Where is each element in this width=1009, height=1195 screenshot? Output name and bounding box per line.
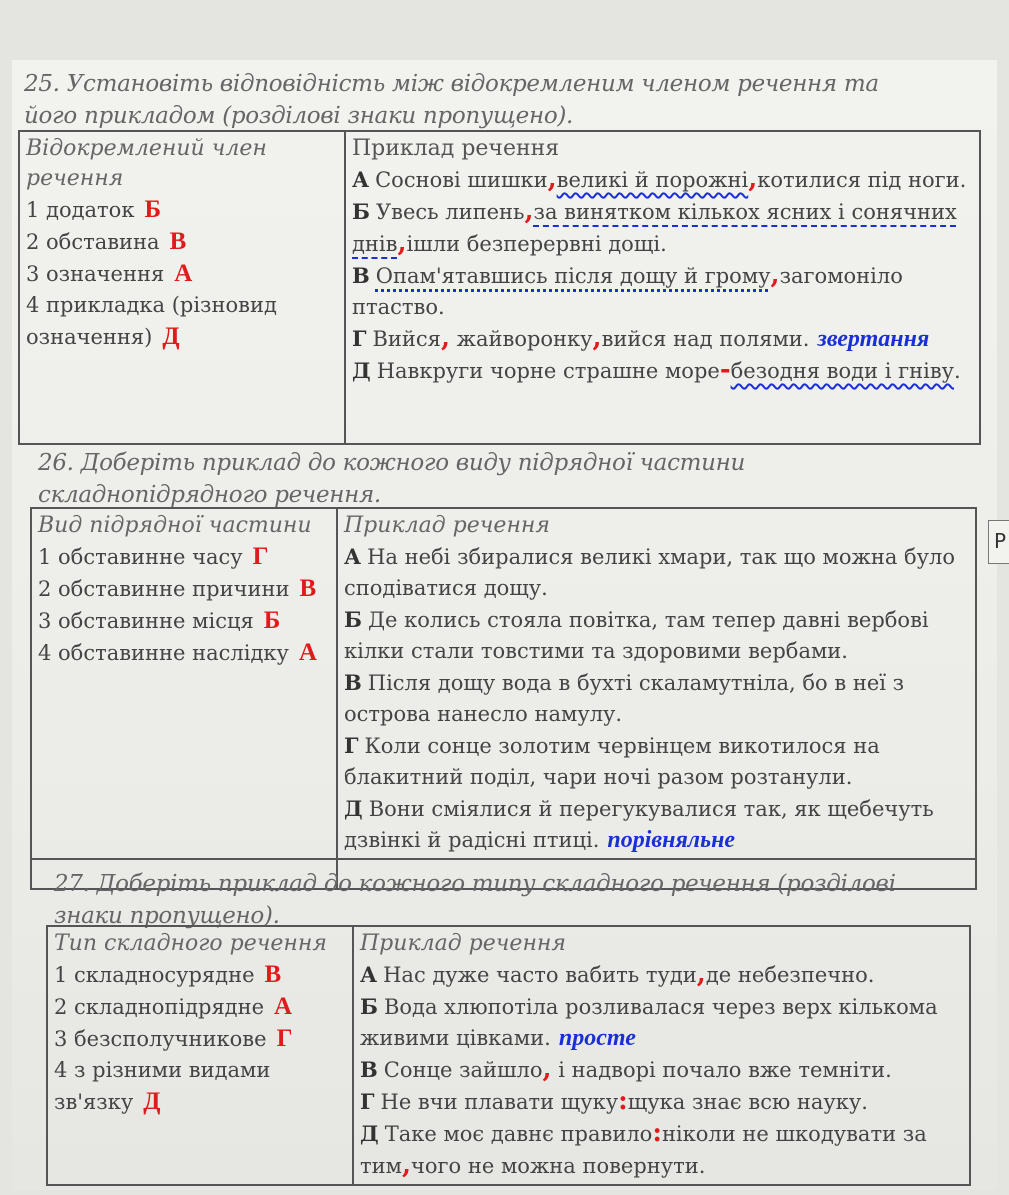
- answer-letter: А: [174, 260, 193, 287]
- example-text: Коли сонце золотим червінцем викотилося на блакитний поділ, чари ночі разом розтанули.: [344, 734, 880, 789]
- example-letter: В: [352, 263, 370, 288]
- example-letter: Д: [352, 358, 371, 383]
- q26-right-column: [337, 508, 976, 859]
- q25-example-d: [352, 355, 973, 387]
- inserted-comma: ,: [696, 959, 706, 989]
- example-text: Сонце зайшло: [383, 1058, 543, 1082]
- item-label: 2 складнопідрядне: [54, 995, 265, 1019]
- item-label: 3 безсполучникове: [54, 1027, 267, 1051]
- item-label: 2 обставинне причини: [38, 577, 290, 601]
- example-text: Нас дуже часто вабить туди: [383, 963, 697, 987]
- q25-left-column: [19, 131, 345, 444]
- item-label: 1 обставинне часу: [38, 545, 243, 569]
- q26-col1-header: Вид підрядної частини: [38, 513, 312, 538]
- example-text: Вийся: [372, 327, 441, 351]
- q27-example-d: [360, 1118, 963, 1182]
- answer-letter: В: [169, 228, 187, 255]
- example-text: де небезпечно.: [705, 963, 875, 987]
- inserted-comma: ,: [547, 164, 557, 194]
- q26-col2-header: Приклад речення: [344, 513, 550, 538]
- side-tab: Р: [988, 520, 1009, 564]
- example-text: ішли безперервні дощі.: [406, 232, 667, 256]
- inserted-comma: ,: [770, 260, 780, 290]
- inserted-comma: ,: [440, 323, 450, 353]
- example-text: Вода хлюпотіла розливалася через верх кількома живими цівками.: [360, 995, 938, 1050]
- example-letter: В: [360, 1057, 378, 1082]
- answer-letter: Д: [143, 1088, 161, 1115]
- q27-right-column: [353, 926, 970, 1185]
- example-letter: Г: [360, 1089, 375, 1114]
- example-letter: Б: [344, 607, 362, 632]
- q27-example-a: [360, 959, 963, 991]
- q26-item-3: [38, 605, 330, 637]
- q25-col1-header: Відокремлений член речення: [26, 136, 267, 191]
- example-letter: Д: [360, 1121, 379, 1146]
- q25-item-2: [26, 226, 338, 258]
- q27-example-g: [360, 1086, 963, 1118]
- q26-item-4: [38, 637, 330, 669]
- q27-title: 27. Доберіть приклад до кожного типу складного речення (розділові знаки пропущено).: [54, 871, 896, 929]
- example-text: Навкруги чорне страшне море: [376, 359, 720, 383]
- q25-example-b: [352, 196, 973, 260]
- q26-item-2: [38, 573, 330, 605]
- answer-letter: А: [298, 639, 317, 666]
- inserted-colon: :: [652, 1118, 662, 1148]
- q26-title: 26. Доберіть приклад до кожного виду підрядної частини складнопідрядного речення.: [38, 450, 746, 508]
- handwritten-note: порівняльне: [607, 827, 736, 853]
- q25-table: [18, 130, 981, 445]
- example-text: Не вчи плавати щуку: [380, 1090, 619, 1114]
- item-label: 2 обставина: [26, 230, 160, 254]
- inserted-comma: ,: [542, 1054, 552, 1084]
- q25-example-g: [352, 323, 973, 355]
- item-label: 4 прикладка (різновид означення): [26, 293, 277, 349]
- q27-col1-header: Тип складного речення: [54, 931, 327, 956]
- underlined-adverbial: Опам'ятавшись після дощу й грому: [375, 264, 771, 288]
- q27-item-2: [54, 991, 346, 1023]
- underlined-complement: за винятком кількох ясних і сонячних днів: [352, 200, 957, 256]
- inserted-comma: ,: [592, 323, 602, 353]
- example-letter: Д: [344, 796, 363, 821]
- underlined-attribute: великі й порожні: [556, 168, 749, 192]
- q25-example-v: [352, 260, 973, 323]
- inserted-comma: ,: [401, 1150, 412, 1180]
- q27-left-column: [47, 926, 353, 1185]
- example-letter: А: [352, 167, 370, 192]
- q25-item-3: [26, 258, 338, 290]
- q25-col2-header: Приклад речення: [352, 136, 560, 161]
- example-letter: А: [360, 962, 378, 987]
- q27-example-v: [360, 1054, 963, 1086]
- answer-letter: Б: [263, 607, 281, 634]
- example-text: загомоніло птаство.: [352, 264, 903, 319]
- example-text: Де колись стояла повітка, там тепер давні вербові кілки стали товстими та здоровими вербами.: [344, 608, 929, 663]
- example-text: котилися під ноги.: [757, 168, 967, 192]
- example-text: щука знає всю науку.: [627, 1090, 868, 1114]
- example-text: чого не можна повернути.: [411, 1154, 706, 1178]
- inserted-dash: -: [719, 355, 731, 385]
- q25-right-column: [345, 131, 980, 444]
- answer-letter: В: [264, 961, 282, 988]
- q27-item-1: [54, 959, 346, 991]
- q26-item-1: [38, 541, 330, 573]
- answer-letter: В: [299, 575, 317, 602]
- inserted-comma: ,: [524, 196, 534, 226]
- example-letter: А: [344, 544, 362, 569]
- example-text: ніколи не шкодувати за тим: [360, 1122, 927, 1178]
- item-label: 3 обставинне місця: [38, 609, 254, 633]
- item-label: 4 з різними видами зв'язку: [54, 1058, 271, 1114]
- inserted-comma: ,: [748, 164, 758, 194]
- q27-col2-header: Приклад речення: [360, 931, 566, 956]
- item-label: 1 додаток: [26, 198, 135, 222]
- example-text: і надворі почало вже темніти.: [551, 1058, 892, 1082]
- item-label: 1 складносурядне: [54, 963, 255, 987]
- answer-letter: Д: [162, 323, 180, 350]
- q27-example-b: [360, 991, 963, 1054]
- q25-item-1: [26, 194, 338, 226]
- example-text: .: [954, 359, 961, 383]
- example-letter: Б: [352, 199, 370, 224]
- q25-title: 25. Установіть відповідність між відокремленим членом речення та його прикладом (розділові знаки пропущено).: [24, 71, 879, 129]
- example-text: Увесь липень: [375, 200, 525, 224]
- answer-letter: Г: [252, 543, 269, 570]
- example-text: На небі збиралися великі хмари, так що можна було сподіватися дощу.: [344, 545, 955, 600]
- q26-table: [30, 507, 977, 890]
- q25-example-a: [352, 164, 973, 196]
- q26-left-column: [31, 508, 337, 859]
- inserted-colon: :: [618, 1086, 628, 1116]
- example-text: Соснові шишки: [375, 168, 548, 192]
- q27-table: [46, 925, 971, 1186]
- q27-item-4: [54, 1055, 294, 1118]
- example-text: Після дощу вода в бухті скаламутніла, бо в неї з острова нанесло намулу.: [344, 671, 905, 726]
- q26-example-d: [344, 793, 969, 856]
- inserted-comma: ,: [397, 228, 407, 258]
- q26-example-v: [344, 667, 969, 730]
- example-text: Таке моє давнє правило: [384, 1122, 653, 1146]
- q26-example-b: [344, 604, 969, 667]
- example-letter: Г: [344, 733, 359, 758]
- example-letter: В: [344, 670, 362, 695]
- underlined-apposition: безодня води і гніву: [730, 359, 954, 383]
- item-label: 3 означення: [26, 262, 165, 286]
- answer-letter: Б: [144, 196, 161, 223]
- example-text: Вони сміялися й перегукувалися так, як щебечуть дзвінкі й радісні птиці.: [344, 797, 934, 852]
- q26-example-a: [344, 541, 969, 604]
- example-letter: Б: [360, 994, 378, 1019]
- handwritten-note: звертання: [817, 326, 930, 352]
- handwritten-note: просте: [558, 1025, 636, 1051]
- q27-item-3: [54, 1023, 346, 1055]
- answer-letter: А: [274, 993, 293, 1020]
- example-text: жайворонку: [450, 327, 593, 351]
- answer-letter: Г: [276, 1025, 293, 1052]
- example-letter: Г: [352, 326, 367, 351]
- q26-example-g: [344, 730, 969, 793]
- example-text: вийся над полями.: [601, 327, 810, 351]
- q25-item-4: [26, 290, 316, 353]
- item-label: 4 обставинне наслідку: [38, 641, 289, 665]
